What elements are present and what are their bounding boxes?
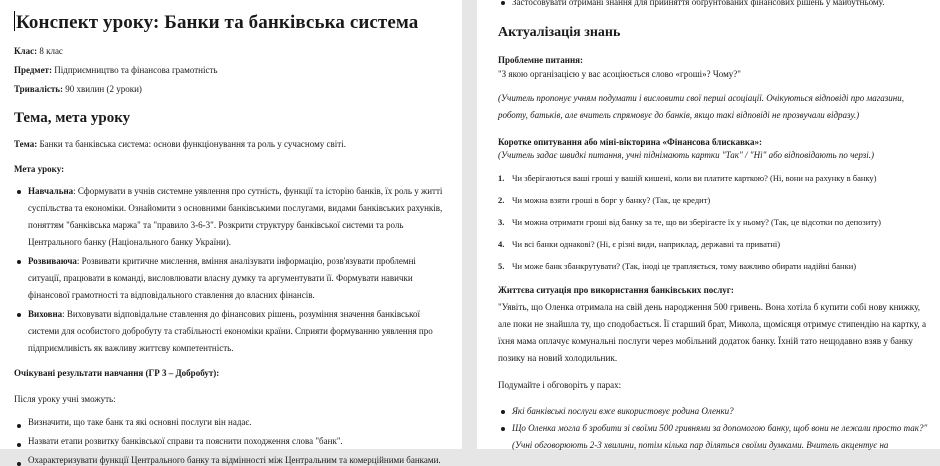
problem-question: "З якою організацією у вас асоціюється слово «гроші»? Чому?": [498, 69, 741, 79]
list-item: 3. Чи можна отримати гроші від банку за те, що ви зберігаєте їх у ньому? (Так, це відсотки по депозиту): [498, 217, 881, 227]
list-item: Визначити, що таке банк та які основні послуги він надає.: [14, 417, 450, 428]
list-item: Що Оленка могла б зробити зі своїми 500 гривнями за допомогою банку, щоб вони не лежали просто так?": [498, 423, 930, 434]
section-heading-topic: Тема, мета уроку: [14, 110, 131, 126]
goal-heading: Мета уроку:: [14, 164, 65, 174]
list-item: 5. Чи може банк збанкрутувати? (Так, іноді це трапляється, тому важливо обирати надійні банки): [498, 261, 857, 271]
discussion-prompt: Подумайте і обговоріть у парах:: [498, 380, 622, 390]
text-cursor: [14, 11, 15, 31]
quiz-list: [498, 173, 930, 272]
meta-class: Клас: 8 клас: [14, 46, 63, 56]
list-item: Розвиваюча: Розвивати критичне мислення, вміння аналізувати інформацію, розв'язувати проблемні ситуації, працювати в команді, висловлювати власну думку та аргументувати її. Формувати навички фінансової грамотності та відповідального ставлення до власних фінансів.: [14, 253, 450, 304]
document-page-right: [477, 0, 940, 449]
discussion-list: [498, 406, 930, 434]
list-item: Виховна: Виховувати відповідальне ставлення до фінансових рішень, розуміння значення банківської системи для особистого добробуту та стабільності економіки країни. Сприяти формуванню уявлення про підприємливість як важливу життєву компетентність.: [14, 306, 450, 357]
discussion-note: (Учні обговорюють 2-3 хвилини, потім кілька пар діляться своїми думками. Вчитель акцентує на: [512, 440, 889, 450]
meta-duration: Тривалість: 90 хвилин (2 уроки): [14, 84, 142, 94]
list-item: Які банківські послуги вже використовує родина Оленки?: [498, 406, 930, 417]
list-item: Навчальна: Сформувати в учнів системне уявлення про сутність, функції та історію банків, їх роль у житті суспільства та економіки. Ознайомити з основними банківськими послугами, видами банківських рахунків, поняттям "банківська маржа" та "правило 3-6-3". Розкрити структуру банківської системи та роль Центрального банку (Національного банку України).: [14, 183, 450, 251]
list-item: Охарактеризувати функції Центрального банку та відмінності між Центральним та комерційними банками.: [14, 455, 450, 466]
life-situation-heading: Життєва ситуація про використання банківських послуг:: [498, 285, 734, 295]
after-lesson-text: Після уроку учні зможуть:: [14, 394, 116, 404]
quiz-note: (Учитель задає швидкі питання, учні піднімають картки "Так" / "Ні" або відповідають по черзі.): [498, 150, 875, 160]
list-item: 2. Чи можна взяти гроші в борг у банку? (Так, це кредит): [498, 195, 711, 205]
document-page-left: [0, 0, 462, 465]
list-item: 1. Чи зберігаються ваші гроші у вашій кишені, коли ви платите карткою? (Ні, вони на рахунку в банку): [498, 173, 877, 183]
quiz-heading: Коротке опитування або міні-вікторина «Фінансова блискавка»:: [498, 137, 762, 147]
topic-line: Тема: Банки та банківська система: основи функціонування та роль у сучасному світі.: [14, 139, 346, 149]
outcomes-heading: Очікувані результати навчання (ГР 3 – Добробут):: [14, 368, 220, 378]
outcomes-list: [14, 417, 450, 466]
section-heading-actualization: Актуалізація знань: [498, 25, 621, 40]
meta-subject: Предмет: Підприємництво та фінансова грамотність: [14, 65, 218, 75]
document-title: Конспект уроку: Банки та банківська система: [16, 12, 419, 33]
list-item: 4. Чи всі банки однакові? (Ні, є різні види, наприклад, державні та приватні): [498, 239, 781, 249]
life-situation-text: "Уявіть, що Оленка отримала на свій день народження 500 гривень. Вона хотіла б купити собі нову книжку, але поки не знайшла ту, що сподобається. Її старший брат, Микола, щомісяця отримує стипендію на картку, а їхня мама оплачує комунальні послуги через мобільний додаток банку. Їхній тато нещодавно взяв у банку позику на новий холодильник.: [498, 302, 927, 363]
problem-heading: Проблемне питання:: [498, 55, 584, 65]
goal-list: [14, 183, 450, 357]
list-item: Назвати етапи розвитку банківської справи та пояснити походження слова "банк".: [14, 436, 450, 447]
list-item: Застосовувати отримані знання для прийняття обґрунтованих фінансових рішень у майбутньому.: [498, 0, 930, 8]
problem-note: (Учитель пропонує учням подумати і висловити свої перші асоціації. Очікуються відповіді про магазини, роботу, батьків, але вчитель спрямовує до банків, якщо такі відповіді не прозвучали відразу.): [498, 93, 904, 120]
